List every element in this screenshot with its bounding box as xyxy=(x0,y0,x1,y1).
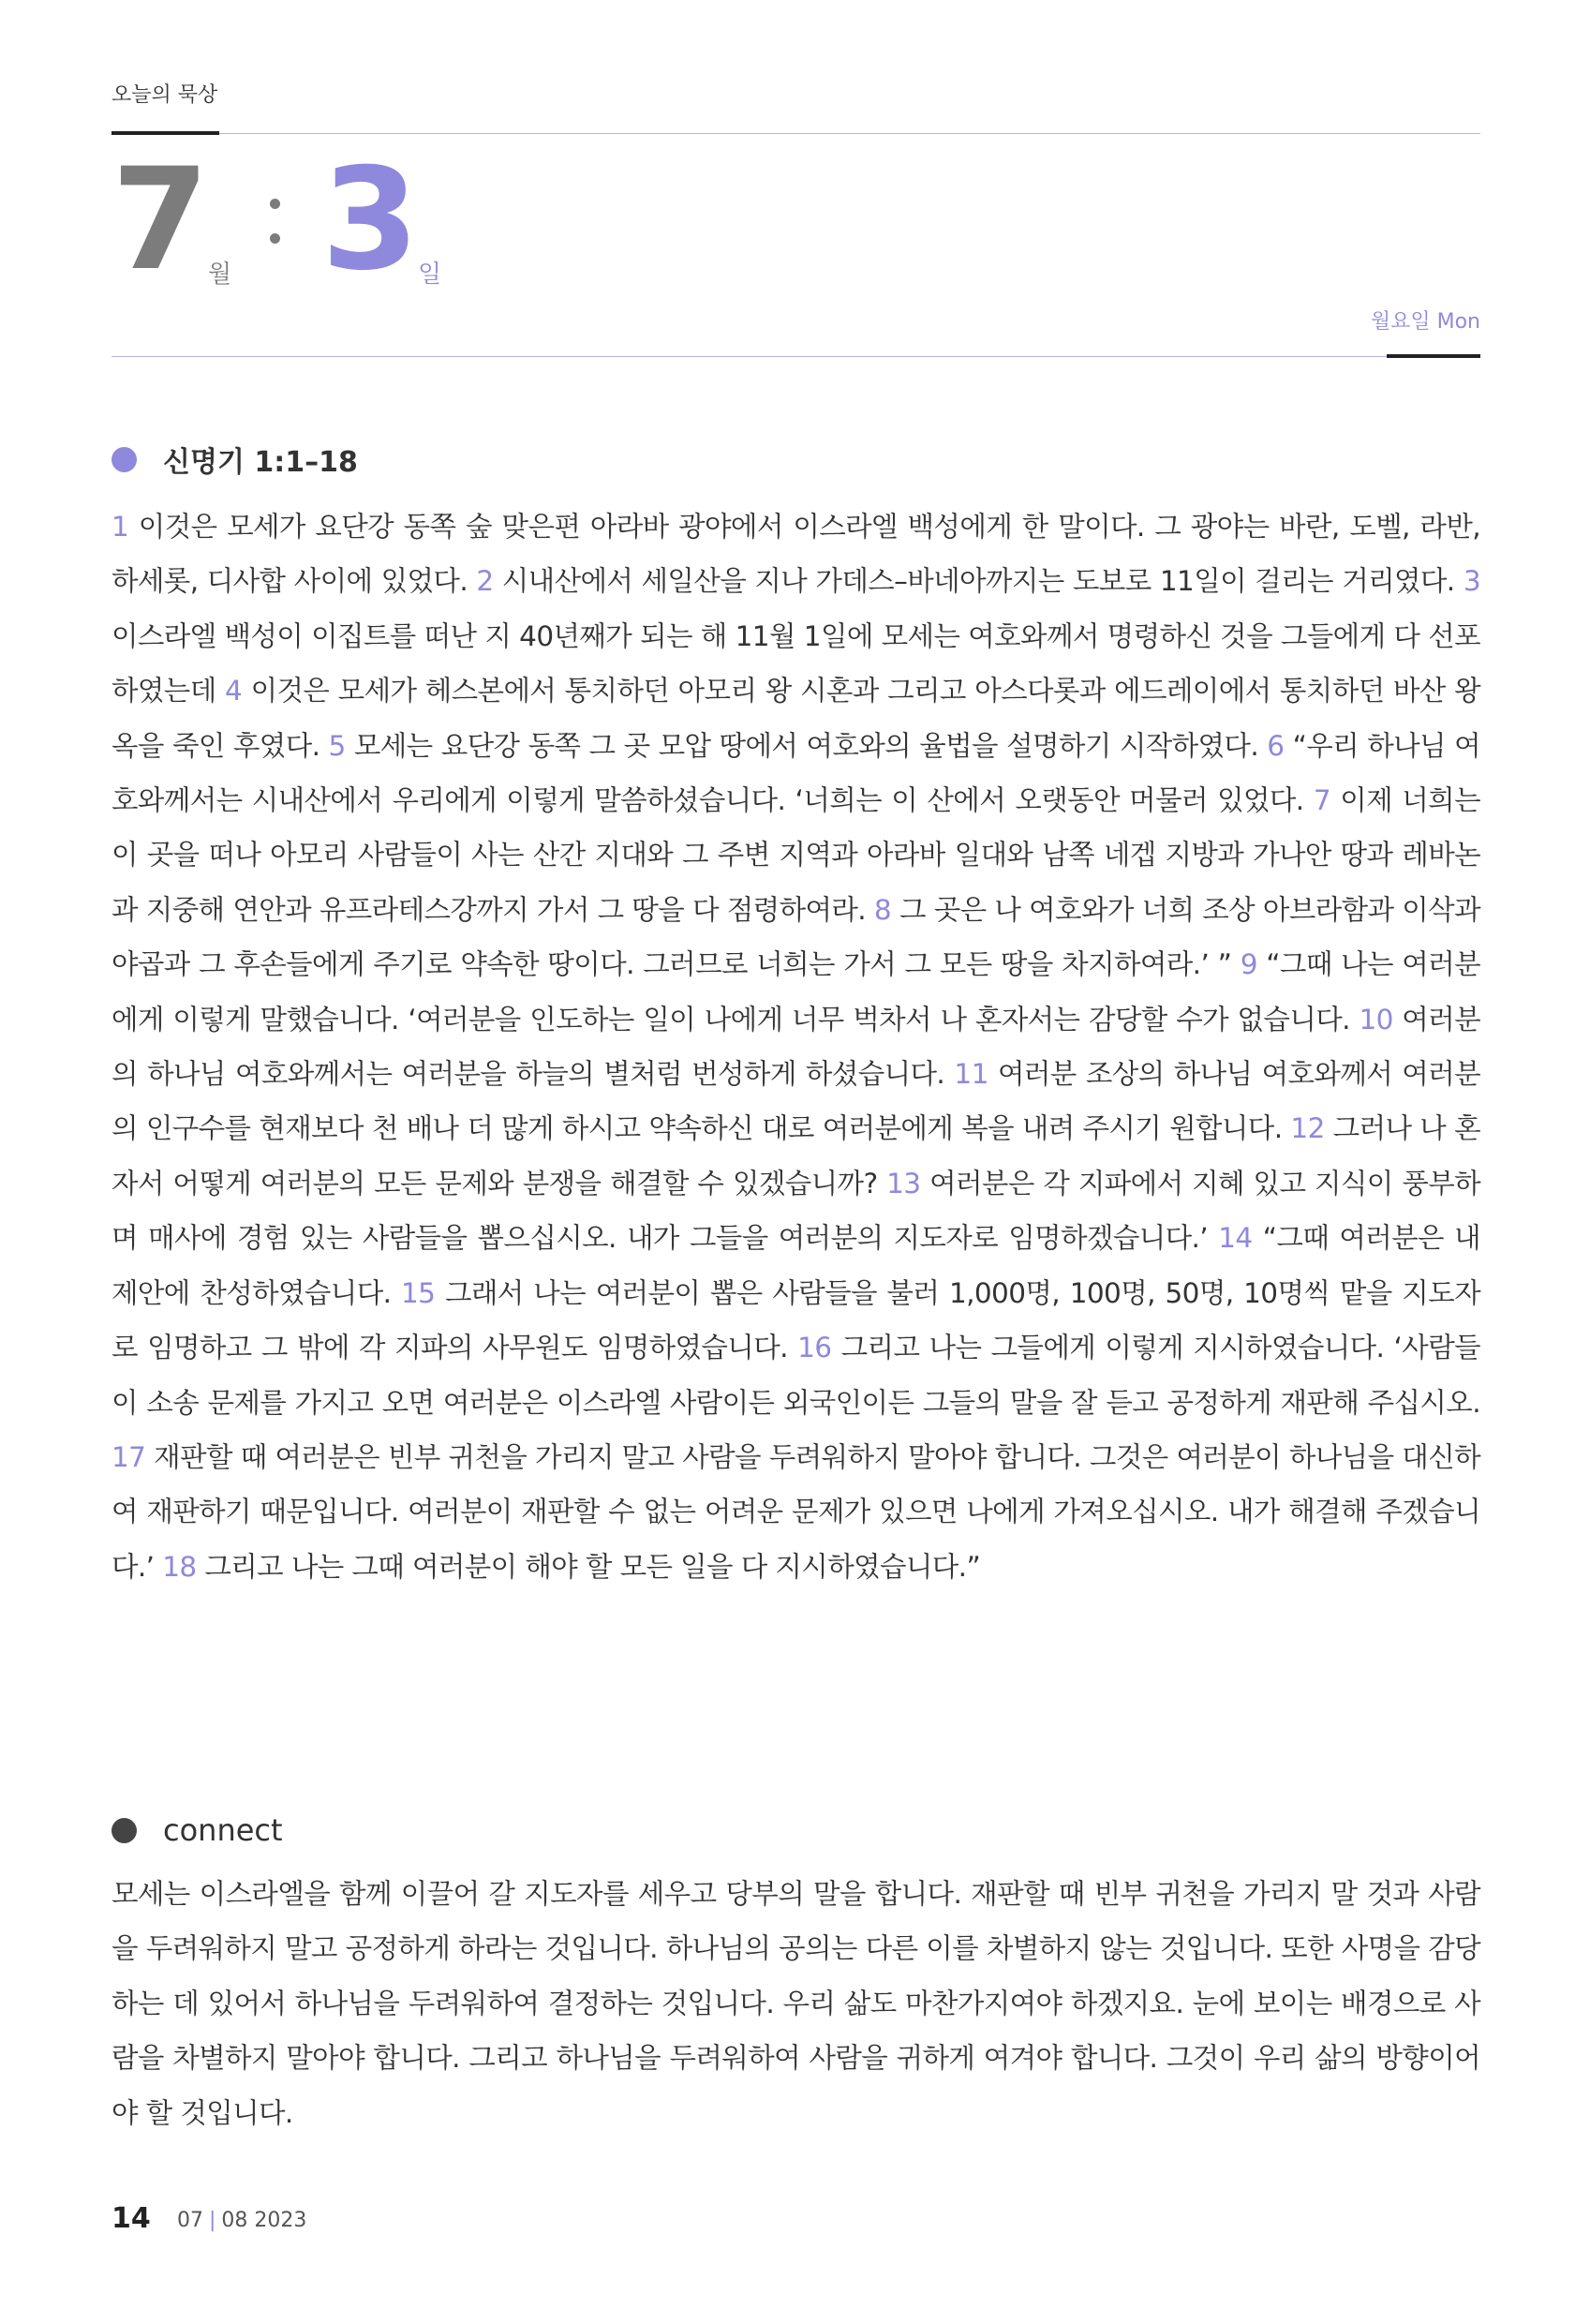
scripture-passage xyxy=(111,499,1480,1594)
scripture-header xyxy=(111,439,358,480)
connect-header xyxy=(111,1812,283,1848)
date-day-unit: 일 xyxy=(418,261,442,289)
date-month: 7 xyxy=(111,139,210,302)
verse-number: 9 xyxy=(1240,948,1257,981)
verse-number: 16 xyxy=(797,1332,832,1364)
verse-text: 그래서 나는 여러분이 뽑은 사람들을 불러 1,000명, 100명, 50명, 10명씩 맡을 지도자로 임명하고 그 밖에 각 지파의 사무원도 임명하였습니다. xyxy=(111,1276,1480,1364)
verse-text: 그리고 나는 그때 여러분이 해야 할 모든 일을 다 지시하였습니다.” xyxy=(196,1550,981,1583)
date-colon xyxy=(270,199,280,268)
verse-text: 그 곳은 나 여호와가 너희 조상 아브라함과 이삭과 야곱과 그 후손들에게 주기로 약속한 땅이다. 그러므로 너희는 가서 그 모든 땅을 차지하여라.’ ” xyxy=(111,893,1480,981)
verse-text: 그러나 나 혼자서 어떻게 여러분의 모든 문제와 분쟁을 해결할 수 있겠습니까? xyxy=(111,1112,1480,1199)
verse-text: 여러분의 하나님 여호와께서는 여러분을 하늘의 별처럼 번성하게 하셨습니다. xyxy=(111,1003,1481,1091)
verse-text: “그때 여러분은 내 제안에 찬성하였습니다. xyxy=(111,1222,1481,1309)
verse-number: 18 xyxy=(162,1550,197,1583)
verse-text: 여러분은 각 지파에서 지혜 있고 지식이 풍부하며 매사에 경험 있는 사람들을 뽑으십시오. 내가 그들을 여러분의 지도자로 임명하겠습니다.’ xyxy=(111,1167,1481,1255)
colon-dot-bottom xyxy=(270,233,280,244)
section-label: 오늘의 묵상 xyxy=(111,83,218,107)
verse-number: 12 xyxy=(1290,1112,1325,1145)
verse-number: 15 xyxy=(401,1276,436,1309)
verse-text: 그리고 나는 그들에게 이렇게 지시하였습니다. ‘사람들이 소송 문제를 가지고 오면 여러분은 이스라엘 사람이든 외국인이든 그들의 말을 잘 듣고 공정하게 재판해 주십시오. xyxy=(111,1332,1480,1419)
header-divider-accent xyxy=(111,131,219,135)
verse-text: 이제 너희는 이 곳을 떠나 아모리 사람들이 사는 산간 지대와 그 주변 지역과 아라바 일대와 남쪽 네겝 지방과 가나안 땅과 레바논과 지중해 연안과 유프라테스강까지 가서 그 땅을 다 점령하여라. xyxy=(111,784,1480,926)
connect-title: connect xyxy=(163,1812,283,1848)
connect-body: 모세는 이스라엘을 함께 이끌어 갈 지도자를 세우고 당부의 말을 합니다. 재판할 때 빈부 귀천을 가리지 말 것과 사람을 두려워하지 말고 공정하게 하라는 것입니다. 하나님의 공의는 다른 이를 차별하지 않는 것입니다. 또한 사명을 감당하는 데 있어서 하나님을 두려워하여 결정하는 것입니다. 우리 삶도 마찬가지여야 하겠지요. 눈에 보이는 배경으로 사람을 차별하지 말아야 합니다. 그리고 하나님을 두려워하여 사람을 귀하게 여겨야 합니다. 그것이 우리 삶의 방향이어야 할 것입니다. xyxy=(111,1878,1480,2129)
verse-number: 11 xyxy=(954,1058,988,1091)
verse-text: 여러분 조상의 하나님 여호와께서 여러분의 인구수를 현재보다 천 배나 더 많게 하시고 약속하신 대로 여러분에게 복을 내려 주시기 원합니다. xyxy=(111,1058,1481,1145)
date-divider-accent xyxy=(1387,354,1480,358)
date-day: 3 xyxy=(321,139,420,302)
verse-text: 모세는 요단강 동쪽 그 곳 모압 땅에서 여호와의 율법을 설명하기 시작하였다. xyxy=(345,729,1268,762)
issue-date: 08 2023 xyxy=(221,2209,307,2232)
connect-bullet-icon xyxy=(111,1818,137,1843)
verse-text: “그때 나는 여러분에게 이렇게 말했습니다. ‘여러분을 인도하는 일이 나에게 너무 벅차서 나 혼자서는 감당할 수가 없습니다. xyxy=(111,948,1480,1035)
issue-info xyxy=(177,2209,306,2232)
verse-number: 17 xyxy=(111,1440,146,1473)
verse-number: 5 xyxy=(328,729,346,762)
verse-number: 1 xyxy=(111,511,129,543)
verse-text: 이스라엘 백성이 이집트를 떠난 지 40년째가 되는 해 11월 1일에 모세는 여호와께서 명령하신 것을 그들에게 다 선포하였는데 xyxy=(111,619,1480,708)
scripture-reference: 신명기 1:1–18 xyxy=(163,446,358,479)
verse-number: 10 xyxy=(1359,1003,1393,1035)
issue-month: 07 xyxy=(177,2209,203,2232)
page-number: 14 xyxy=(111,2202,151,2235)
verse-number: 13 xyxy=(886,1167,921,1199)
verse-text: 이것은 모세가 헤스본에서 통치하던 아모리 왕 시혼과 그리고 아스다롯과 에드레이에서 통치하던 바산 왕 옥을 죽인 후였다. xyxy=(111,675,1480,762)
verse-number: 7 xyxy=(1313,784,1330,817)
weekday: 월요일 Mon xyxy=(1370,310,1480,334)
verse-number: 14 xyxy=(1218,1222,1253,1255)
verse-number: 6 xyxy=(1267,729,1285,762)
verse-number: 3 xyxy=(1463,565,1480,598)
header-divider xyxy=(111,133,1480,134)
verse-number: 8 xyxy=(873,893,892,926)
verse-text: 재판할 때 여러분은 빈부 귀천을 가리지 말고 사람을 두려워하지 말아야 합니다. 그것은 여러분이 하나님을 대신하여 재판하기 때문입니다. 여러분이 재판할 수 없는 어려운 문제가 있으면 나에게 가져오십시오. 내가 해결해 주겠습니다.’ xyxy=(111,1440,1480,1583)
verse-text: 시내산에서 세일산을 지나 가데스–바네아까지는 도보로 11일이 걸리는 거리였다. xyxy=(493,565,1464,598)
verse-number: 4 xyxy=(225,675,243,708)
date-divider xyxy=(111,356,1480,357)
verse-text: 이것은 모세가 요단강 동쪽 숲 맞은편 아라바 광야에서 이스라엘 백성에게 한 말이다. 그 광야는 바란, 도벨, 라반, 하세롯, 디사합 사이에 있었다. xyxy=(111,511,1480,598)
date-month-unit: 월 xyxy=(208,261,232,289)
colon-dot-top xyxy=(270,199,280,209)
scripture-bullet-icon xyxy=(111,447,137,472)
verse-text: “우리 하나님 여호와께서는 시내산에서 우리에게 이렇게 말씀하셨습니다. ‘너희는 이 산에서 오랫동안 머물러 있었다. xyxy=(111,729,1480,817)
verse-number: 2 xyxy=(476,565,494,598)
issue-separator: | xyxy=(209,2209,216,2232)
